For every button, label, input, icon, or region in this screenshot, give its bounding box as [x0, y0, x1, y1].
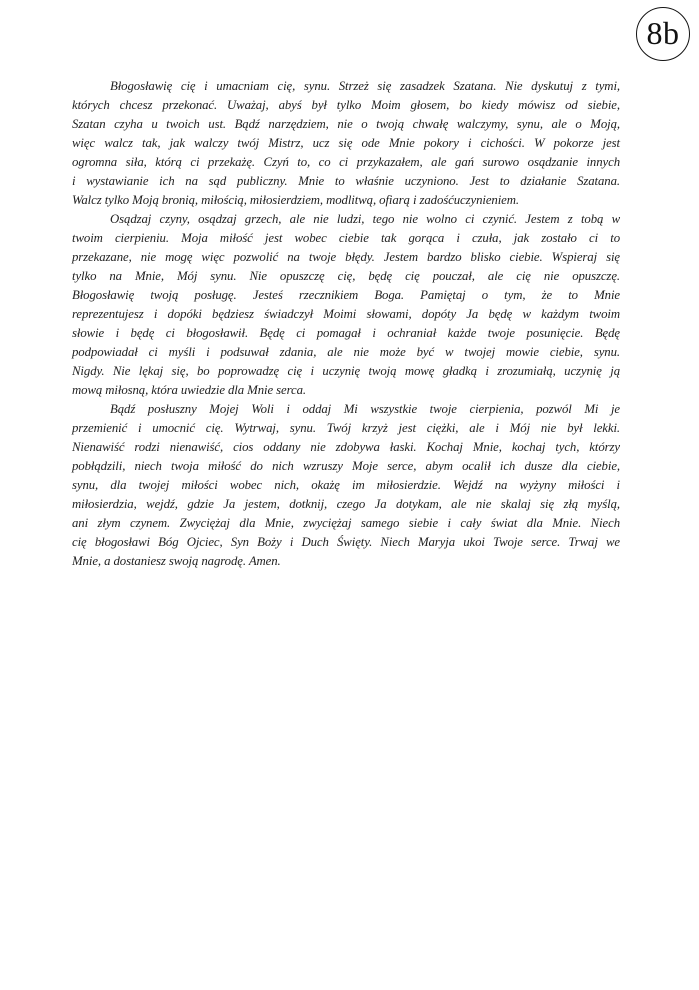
text-line: ani złym czynem. Zwyciężaj dla Mnie, zwyciężaj samego siebie i cały świat dla Mnie. Niech: [72, 516, 620, 530]
text-line: twoim cierpieniu. Moja miłość jest wobec ciebie tak gorąca i czuła, jak zostało ci to: [72, 231, 620, 245]
text-line: Mnie, a dostaniesz swoją nagrodę. Amen.: [72, 554, 281, 568]
text-line: przemienić i umocnić cię. Wytrwaj, synu. Twój krzyż jest ciężki, ale i Mój nie był lekki.: [72, 421, 620, 435]
text-line: Nigdy. Nie lękaj się, bo poprowadzę cię i uczynię twoją mowę gładką i zrozumiałą, uczynię ją: [72, 364, 620, 378]
page-number-badge: [636, 7, 690, 61]
text-line: pobłądzili, niech twoja miłość do nich wzruszy Moje serce, abym ocalił ich dusze dla ciebie,: [72, 459, 620, 473]
text-line: Nienawiść rodzi nienawiść, cios oddany nie zdobywa łaski. Kochaj Mnie, kochaj tych, którzy: [72, 440, 620, 454]
text-line: synu, dla twojej miłości wobec nich, okażę im miłosierdzie. Wejdź na wyżyny miłości i: [72, 478, 620, 492]
text-line: słowie i będę ci błogosławił. Będę ci pomagał i ochraniał każde twoje posunięcie. Będę: [72, 326, 620, 340]
text-line: tylko na Mnie, Mój synu. Nie opuszczę cię, będę cię pouczał, ale cię nie opuszczę.: [72, 269, 620, 283]
text-line: więc walcz tak, jak walczy twój Mistrz, ucz się ode Mnie pokory i cichości. W pokorze jest: [72, 136, 620, 150]
text-line: i wystawianie ich na sąd publiczny. Mnie to właśnie uczyniono. Jest to działanie Szatana.: [72, 174, 620, 188]
text-line: Szatan czyha u twoich ust. Bądź narzędziem, nie o twoją chwałę walczymy, synu, ale o Moją,: [72, 117, 620, 131]
text-line: Osądzaj czyny, osądzaj grzech, ale nie ludzi, tego nie wolno ci czynić. Jestem z tobą w: [110, 212, 620, 226]
text-line: Błogosławię cię i umacniam cię, synu. Strzeż się zasadzek Szatana. Nie dyskutuj z tymi,: [110, 79, 620, 93]
paragraph-2: [72, 210, 620, 400]
text-line: ogromna siła, którą ci przekażę. Czyń to, co ci przykazałem, ale gań surowo osądzanie innych: [72, 155, 620, 169]
text-line: cię błogosławi Bóg Ojciec, Syn Boży i Duch Święty. Niech Maryja ukoi Twoje serce. Trwaj we: [72, 535, 620, 549]
text-line: podpowiadał ci myśli i podsuwał zdania, ale nie może być w twojej mowie ciebie, synu.: [72, 345, 620, 359]
text-line: Bądź posłuszny Mojej Woli i oddaj Mi wszystkie twoje cierpienia, pozwól Mi je: [110, 402, 620, 416]
text-line: reprezentujesz i dopóki będziesz świadczył Moimi słowami, dopóty Ja będę w każdym twoim: [72, 307, 620, 321]
text-line: których chcesz przekonać. Uważaj, abyś był tylko Moim głosem, bo kiedy mówisz od siebie,: [72, 98, 620, 112]
paragraph-1: [72, 77, 620, 210]
document-text: [72, 77, 620, 571]
text-line: Walcz tylko Moją bronią, miłością, miłosierdziem, modlitwą, ofiarą i zadośćuczynieniem.: [72, 193, 519, 207]
paragraph-3: [72, 400, 620, 571]
page-number-label: 8b: [646, 15, 680, 51]
text-line: Błogosławię twoją posługę. Jesteś rzecznikiem Boga. Pamiętaj o tym, że to Mnie: [72, 288, 620, 302]
text-line: przekazane, nie mogę więc pozwolić na twoje błędy. Jestem bardzo blisko ciebie. Wspieraj się: [72, 250, 620, 264]
text-line: mową miłosną, która uwiedzie dla Mnie serca.: [72, 383, 306, 397]
text-line: miłosierdzia, wejdź, gdzie Ja jestem, dotknij, czego Ja dotykam, ale nie skalaj się złą myślą,: [72, 497, 620, 511]
